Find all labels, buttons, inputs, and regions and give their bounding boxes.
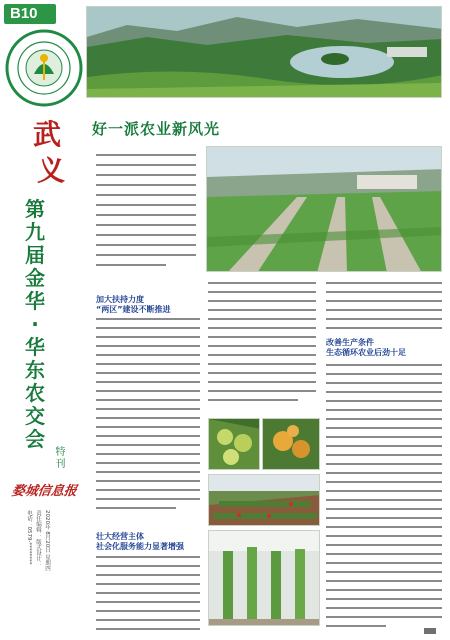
fair-char: 会: [25, 427, 45, 451]
fair-char: 金: [25, 266, 45, 290]
fair-char: 九: [25, 220, 45, 244]
county-char-1: 武: [32, 118, 61, 151]
fair-title: [22, 198, 48, 451]
greenhouse-photo: [208, 530, 320, 626]
editor-info: [24, 510, 51, 628]
editor-line-editor: 责任编辑： 版式设计：: [35, 510, 41, 567]
fair-char: 东: [25, 358, 45, 382]
editor-line-phone: 电话：0579-********: [26, 510, 32, 565]
fair-char: ·: [31, 312, 39, 336]
section-1-body: [96, 318, 200, 518]
farmland-photo: [206, 146, 442, 272]
fair-char: 交: [25, 404, 45, 428]
fair-char: 届: [25, 243, 45, 267]
fruit-photo-left: [208, 418, 260, 470]
intro-paragraph: [96, 154, 198, 274]
newspaper-logo: 婺城信息报: [10, 484, 78, 499]
county-name: [28, 117, 66, 189]
page-number: B10: [10, 5, 38, 22]
reservoir-landscape-photo: [86, 6, 442, 98]
company-seal: [4, 28, 84, 108]
fair-char: 农: [25, 381, 45, 405]
section-2-body: [96, 556, 200, 636]
fair-subtitle: 特刊: [53, 446, 64, 470]
fair-char: 华: [25, 335, 45, 359]
page-number-tab: [4, 4, 56, 24]
section-2-title: 壮大经营主体 社会化服务能力显著增强: [96, 532, 184, 551]
section-1-title: 加大扶持力度 “两区”建设不断推进: [96, 295, 171, 314]
fruit-photo-right: [262, 418, 320, 470]
middle-column-body: [208, 282, 316, 412]
seal-icon: [4, 28, 84, 108]
end-mark: [424, 628, 436, 634]
fair-char: 华: [25, 289, 45, 313]
headline: 好一派农业新风光: [92, 120, 221, 138]
fair-char: 第: [25, 197, 45, 221]
county-char-2: 义: [36, 154, 65, 187]
section-3-body: [326, 364, 442, 634]
editor-line-date: 2020年 8月20日 星期四: [44, 510, 50, 571]
strawberry-field-photo: [208, 474, 320, 526]
section-3-title: 改善生产条件 生态循环农业后劲十足: [326, 338, 406, 357]
